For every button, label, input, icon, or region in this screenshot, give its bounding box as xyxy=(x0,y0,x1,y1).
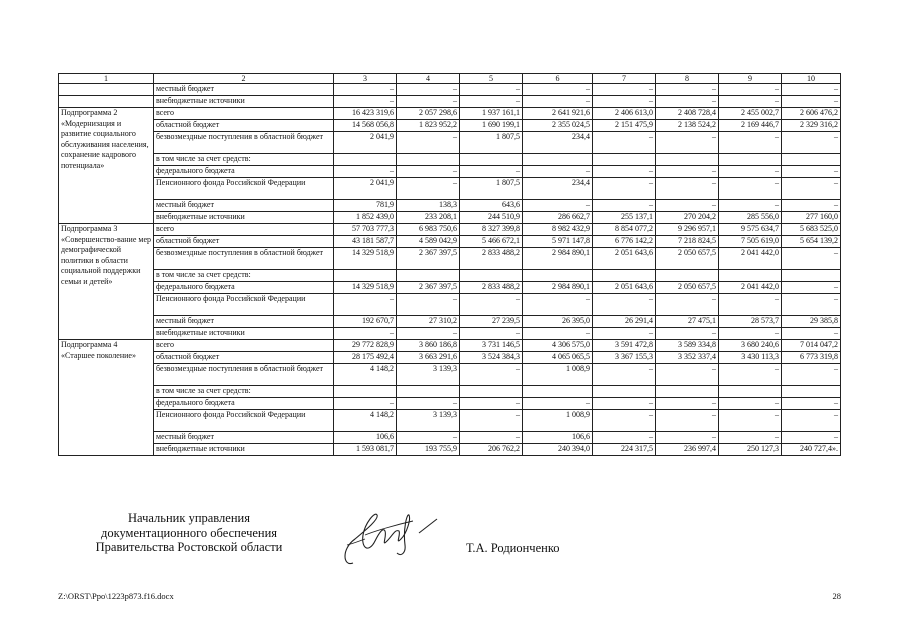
funding-source-cell: безвозмездные поступления в областной бюджет xyxy=(154,248,334,270)
amount-cell: 3 524 384,3 xyxy=(460,352,523,364)
amount-cell: 1 823 952,2 xyxy=(397,120,460,132)
amount-cell: – xyxy=(593,166,656,178)
amount-cell: 5 654 139,2 xyxy=(782,236,841,248)
amount-cell: 2 984 890,1 xyxy=(523,248,593,270)
amount-cell: 206 762,2 xyxy=(460,444,523,456)
amount-cell xyxy=(719,386,782,398)
table-row xyxy=(59,282,841,294)
amount-cell: 2 041,9 xyxy=(334,178,397,200)
amount-cell: 2 050 657,5 xyxy=(656,282,719,294)
amount-cell xyxy=(334,154,397,166)
amount-cell: – xyxy=(782,328,841,340)
amount-cell: 1 807,5 xyxy=(460,178,523,200)
amount-cell xyxy=(719,270,782,282)
amount-cell: – xyxy=(460,294,523,316)
amount-cell: 2 455 002,7 xyxy=(719,108,782,120)
amount-cell: 1 852 439,0 xyxy=(334,212,397,224)
amount-cell xyxy=(656,154,719,166)
amount-cell: 250 127,3 xyxy=(719,444,782,456)
table-row xyxy=(59,212,841,224)
amount-cell: – xyxy=(397,132,460,154)
header-cell: 9 xyxy=(719,74,782,84)
amount-cell: 8 327 399,8 xyxy=(460,224,523,236)
amount-cell: – xyxy=(719,398,782,410)
funding-source-cell: местный бюджет xyxy=(154,316,334,328)
amount-cell: 1 690 199,1 xyxy=(460,120,523,132)
amount-cell: – xyxy=(656,364,719,386)
funding-source-cell: местный бюджет xyxy=(154,432,334,444)
funding-source-cell: федерального бюджета xyxy=(154,282,334,294)
amount-cell: – xyxy=(334,84,397,96)
amount-cell: – xyxy=(656,84,719,96)
table-row xyxy=(59,270,841,282)
table-row xyxy=(59,200,841,212)
amount-cell xyxy=(593,154,656,166)
amount-cell: – xyxy=(656,410,719,432)
signatory-title-line: документационного обеспечения xyxy=(100,525,278,540)
amount-cell: 2 606 476,2 xyxy=(782,108,841,120)
amount-cell: – xyxy=(782,84,841,96)
amount-cell: 3 589 334,8 xyxy=(656,340,719,352)
amount-cell: – xyxy=(656,294,719,316)
amount-cell: – xyxy=(782,398,841,410)
amount-cell: 3 352 337,4 xyxy=(656,352,719,364)
table-row xyxy=(59,316,841,328)
amount-cell: 255 137,1 xyxy=(593,212,656,224)
amount-cell: 3 680 240,6 xyxy=(719,340,782,352)
amount-cell: – xyxy=(719,410,782,432)
amount-cell: 2 057 298,6 xyxy=(397,108,460,120)
amount-cell: 3 860 186,8 xyxy=(397,340,460,352)
amount-cell: – xyxy=(593,178,656,200)
amount-cell: – xyxy=(397,166,460,178)
amount-cell: – xyxy=(782,410,841,432)
header-cell: 7 xyxy=(593,74,656,84)
funding-source-cell: Пенсионного фонда Российской Федерации xyxy=(154,178,334,200)
amount-cell: – xyxy=(656,132,719,154)
funding-source-cell: всего xyxy=(154,224,334,236)
amount-cell: – xyxy=(782,200,841,212)
amount-cell: – xyxy=(593,132,656,154)
funding-source-cell: всего xyxy=(154,108,334,120)
header-cell: 4 xyxy=(397,74,460,84)
table-row xyxy=(59,328,841,340)
subprogram-title-cell: Подпрограмма 3 «Совершенство-вание мер демографической политики в области социальной поддержки семьи и детей» xyxy=(59,224,154,340)
amount-cell: 5 971 147,8 xyxy=(523,236,593,248)
amount-cell: 106,6 xyxy=(523,432,593,444)
amount-cell: 2 833 488,2 xyxy=(460,282,523,294)
amount-cell: – xyxy=(460,410,523,432)
amount-cell: – xyxy=(656,200,719,212)
amount-cell: 5 683 525,0 xyxy=(782,224,841,236)
amount-cell: – xyxy=(460,364,523,386)
handwritten-signature xyxy=(335,505,445,575)
amount-cell: 244 510,9 xyxy=(460,212,523,224)
amount-cell: 2 151 475,9 xyxy=(593,120,656,132)
table-row xyxy=(59,410,841,432)
amount-cell: – xyxy=(719,84,782,96)
amount-cell xyxy=(397,154,460,166)
signatory-title-line: Начальник управления xyxy=(128,511,250,525)
amount-cell xyxy=(593,386,656,398)
amount-cell: 2 169 446,7 xyxy=(719,120,782,132)
amount-cell: – xyxy=(397,432,460,444)
amount-cell xyxy=(782,270,841,282)
amount-cell: 3 139,3 xyxy=(397,364,460,386)
amount-cell: 224 317,5 xyxy=(593,444,656,456)
funding-source-cell: Пенсионного фонда Российской Федерации xyxy=(154,410,334,432)
amount-cell: – xyxy=(656,96,719,108)
amount-cell xyxy=(782,386,841,398)
amount-cell: 43 181 587,7 xyxy=(334,236,397,248)
amount-cell xyxy=(523,154,593,166)
amount-cell: 2 984 890,1 xyxy=(523,282,593,294)
funding-source-cell: областной бюджет xyxy=(154,120,334,132)
amount-cell: – xyxy=(397,398,460,410)
amount-cell xyxy=(656,270,719,282)
amount-cell: 1 008,9 xyxy=(523,364,593,386)
table-row xyxy=(59,120,841,132)
amount-cell: – xyxy=(782,132,841,154)
amount-cell: 28 573,7 xyxy=(719,316,782,328)
amount-cell: 2 329 316,2 xyxy=(782,120,841,132)
amount-cell: – xyxy=(460,432,523,444)
amount-cell: – xyxy=(460,84,523,96)
amount-cell: 2 041 442,0 xyxy=(719,282,782,294)
amount-cell: – xyxy=(593,96,656,108)
table-row xyxy=(59,178,841,200)
amount-cell: 2 050 657,5 xyxy=(656,248,719,270)
amount-cell: 6 773 319,8 xyxy=(782,352,841,364)
funding-source-cell: в том числе за счет средств: xyxy=(154,154,334,166)
amount-cell: – xyxy=(523,294,593,316)
amount-cell: – xyxy=(656,166,719,178)
amount-cell: – xyxy=(460,166,523,178)
header-cell: 2 xyxy=(154,74,334,84)
amount-cell: 16 423 319,6 xyxy=(334,108,397,120)
subprogram-title-cell: Подпрограмма 2 «Модернизация и развитие социального обслуживания населения, сохранение кадрового потенциала» xyxy=(59,108,154,224)
amount-cell: 3 731 146,5 xyxy=(460,340,523,352)
table-row xyxy=(59,364,841,386)
header-cell: 1 xyxy=(59,74,154,84)
amount-cell xyxy=(523,386,593,398)
amount-cell: – xyxy=(782,178,841,200)
amount-cell: – xyxy=(719,294,782,316)
amount-cell: 27 310,2 xyxy=(397,316,460,328)
amount-cell: 2 041,9 xyxy=(334,132,397,154)
amount-cell: 3 663 291,6 xyxy=(397,352,460,364)
amount-cell: – xyxy=(523,84,593,96)
program-cell xyxy=(59,96,154,108)
table-row xyxy=(59,132,841,154)
table-row xyxy=(59,398,841,410)
amount-cell: – xyxy=(334,166,397,178)
funding-source-cell: местный бюджет xyxy=(154,84,334,96)
amount-cell: – xyxy=(593,432,656,444)
amount-cell: – xyxy=(782,294,841,316)
amount-cell: 57 703 777,3 xyxy=(334,224,397,236)
amount-cell: 106,6 xyxy=(334,432,397,444)
amount-cell xyxy=(719,154,782,166)
amount-cell: – xyxy=(719,166,782,178)
table-row xyxy=(59,294,841,316)
amount-cell: 14 329 518,9 xyxy=(334,248,397,270)
amount-cell: 240 727,4». xyxy=(782,444,841,456)
amount-cell: 29 385,8 xyxy=(782,316,841,328)
funding-source-cell: местный бюджет xyxy=(154,200,334,212)
page-number: 28 xyxy=(832,591,841,601)
amount-cell: – xyxy=(782,96,841,108)
funding-source-cell: внебюджетные источники xyxy=(154,444,334,456)
amount-cell xyxy=(334,386,397,398)
amount-cell: – xyxy=(656,432,719,444)
table-row xyxy=(59,236,841,248)
amount-cell: 27 475,1 xyxy=(656,316,719,328)
amount-cell: 4 589 042,9 xyxy=(397,236,460,248)
amount-cell: 286 662,7 xyxy=(523,212,593,224)
program-cell xyxy=(59,84,154,96)
amount-cell: 2 051 643,6 xyxy=(593,282,656,294)
amount-cell: 643,6 xyxy=(460,200,523,212)
amount-cell: – xyxy=(397,84,460,96)
amount-cell: 233 208,1 xyxy=(397,212,460,224)
amount-cell: 8 982 432,9 xyxy=(523,224,593,236)
amount-cell: – xyxy=(656,178,719,200)
amount-cell: 5 466 672,1 xyxy=(460,236,523,248)
amount-cell: – xyxy=(656,398,719,410)
amount-cell: 2 041 442,0 xyxy=(719,248,782,270)
funding-source-cell: федерального бюджета xyxy=(154,398,334,410)
amount-cell: 14 568 056,8 xyxy=(334,120,397,132)
amount-cell: – xyxy=(397,328,460,340)
amount-cell: – xyxy=(460,328,523,340)
amount-cell xyxy=(593,270,656,282)
header-cell: 6 xyxy=(523,74,593,84)
table-row xyxy=(59,248,841,270)
amount-cell: 6 983 750,6 xyxy=(397,224,460,236)
table-row xyxy=(59,444,841,456)
funding-source-cell: безвозмездные поступления в областной бюджет xyxy=(154,364,334,386)
amount-cell: 4 065 065,5 xyxy=(523,352,593,364)
amount-cell: – xyxy=(334,294,397,316)
amount-cell: – xyxy=(523,166,593,178)
amount-cell: 6 776 142,2 xyxy=(593,236,656,248)
table-row xyxy=(59,432,841,444)
amount-cell: 4 148,2 xyxy=(334,410,397,432)
amount-cell: – xyxy=(523,96,593,108)
funding-source-cell: в том числе за счет средств: xyxy=(154,386,334,398)
funding-source-cell: федерального бюджета xyxy=(154,166,334,178)
header-cell: 8 xyxy=(656,74,719,84)
funding-source-cell: безвозмездные поступления в областной бюджет xyxy=(154,132,334,154)
amount-cell: 1 807,5 xyxy=(460,132,523,154)
amount-cell: – xyxy=(593,410,656,432)
funding-source-cell: в том числе за счет средств: xyxy=(154,270,334,282)
amount-cell: – xyxy=(334,96,397,108)
amount-cell: 7 505 619,0 xyxy=(719,236,782,248)
signatory-title xyxy=(58,511,320,555)
amount-cell xyxy=(397,270,460,282)
amount-cell xyxy=(460,386,523,398)
amount-cell: – xyxy=(719,96,782,108)
amount-cell: – xyxy=(460,398,523,410)
amount-cell: 1 008,9 xyxy=(523,410,593,432)
header-cell: 5 xyxy=(460,74,523,84)
amount-cell: – xyxy=(397,96,460,108)
amount-cell: 781,9 xyxy=(334,200,397,212)
table-row xyxy=(59,108,841,120)
header-cell: 10 xyxy=(782,74,841,84)
amount-cell: – xyxy=(334,328,397,340)
amount-cell: – xyxy=(460,96,523,108)
table-row xyxy=(59,154,841,166)
amount-cell: 3 367 155,3 xyxy=(593,352,656,364)
amount-cell xyxy=(523,270,593,282)
amount-cell xyxy=(656,386,719,398)
amount-cell: 2 367 397,5 xyxy=(397,282,460,294)
table-row xyxy=(59,84,841,96)
amount-cell xyxy=(460,270,523,282)
amount-cell: – xyxy=(593,398,656,410)
amount-cell: 192 670,7 xyxy=(334,316,397,328)
amount-cell: – xyxy=(523,200,593,212)
file-path: Z:\ORST\Ppo\1223p873.f16.docx xyxy=(58,591,174,601)
table-row xyxy=(59,96,841,108)
signatory-name: Т.А. Родионченко xyxy=(466,541,560,555)
amount-cell: 234,4 xyxy=(523,178,593,200)
amount-cell: 193 755,9 xyxy=(397,444,460,456)
amount-cell: – xyxy=(719,364,782,386)
amount-cell: 26 395,0 xyxy=(523,316,593,328)
table-row xyxy=(59,166,841,178)
amount-cell: 285 556,0 xyxy=(719,212,782,224)
amount-cell: 9 296 957,1 xyxy=(656,224,719,236)
amount-cell: – xyxy=(782,432,841,444)
amount-cell: – xyxy=(719,132,782,154)
subprogram-title-cell: Подпрограмма 4 «Старшее поколение» xyxy=(59,340,154,456)
amount-cell: – xyxy=(782,364,841,386)
amount-cell: – xyxy=(656,328,719,340)
amount-cell: 236 997,4 xyxy=(656,444,719,456)
amount-cell: 7 218 824,5 xyxy=(656,236,719,248)
amount-cell: – xyxy=(719,178,782,200)
header-cell: 3 xyxy=(334,74,397,84)
amount-cell: – xyxy=(593,328,656,340)
amount-cell: – xyxy=(397,178,460,200)
amount-cell: 26 291,4 xyxy=(593,316,656,328)
amount-cell: 9 575 634,7 xyxy=(719,224,782,236)
funding-source-cell: внебюджетные источники xyxy=(154,212,334,224)
amount-cell: 27 239,5 xyxy=(460,316,523,328)
amount-cell: 138,3 xyxy=(397,200,460,212)
amount-cell: – xyxy=(334,398,397,410)
amount-cell: – xyxy=(719,200,782,212)
table-body xyxy=(59,74,841,456)
funding-source-cell: внебюджетные источники xyxy=(154,96,334,108)
table-row xyxy=(59,386,841,398)
amount-cell: – xyxy=(782,248,841,270)
amount-cell: 3 591 472,8 xyxy=(593,340,656,352)
amount-cell: – xyxy=(593,200,656,212)
amount-cell: 1 593 081,7 xyxy=(334,444,397,456)
amount-cell: – xyxy=(593,84,656,96)
amount-cell: 14 329 518,9 xyxy=(334,282,397,294)
amount-cell: 234,4 xyxy=(523,132,593,154)
signatory-title-line: Правительства Ростовской области xyxy=(95,540,283,554)
funding-source-cell: областной бюджет xyxy=(154,236,334,248)
amount-cell: 4 306 575,0 xyxy=(523,340,593,352)
funding-source-cell: областной бюджет xyxy=(154,352,334,364)
amount-cell xyxy=(782,154,841,166)
amount-cell: – xyxy=(782,282,841,294)
amount-cell: – xyxy=(719,328,782,340)
amount-cell: 2 138 524,2 xyxy=(656,120,719,132)
amount-cell xyxy=(460,154,523,166)
amount-cell: 1 937 161,1 xyxy=(460,108,523,120)
table-row xyxy=(59,340,841,352)
amount-cell: 29 772 828,9 xyxy=(334,340,397,352)
amount-cell: 3 139,3 xyxy=(397,410,460,432)
amount-cell: 2 833 488,2 xyxy=(460,248,523,270)
amount-cell: 270 204,2 xyxy=(656,212,719,224)
amount-cell: 2 367 397,5 xyxy=(397,248,460,270)
funding-source-cell: внебюджетные источники xyxy=(154,328,334,340)
amount-cell: 2 355 024,5 xyxy=(523,120,593,132)
table-row xyxy=(59,352,841,364)
amount-cell: 2 051 643,6 xyxy=(593,248,656,270)
amount-cell: – xyxy=(593,294,656,316)
amount-cell: 4 148,2 xyxy=(334,364,397,386)
amount-cell xyxy=(334,270,397,282)
amount-cell: – xyxy=(593,364,656,386)
funding-source-cell: Пенсионного фонда Российской Федерации xyxy=(154,294,334,316)
amount-cell: – xyxy=(719,432,782,444)
funding-source-cell: всего xyxy=(154,340,334,352)
amount-cell xyxy=(397,386,460,398)
amount-cell: 240 394,0 xyxy=(523,444,593,456)
table-row xyxy=(59,224,841,236)
amount-cell: – xyxy=(782,166,841,178)
amount-cell: – xyxy=(397,294,460,316)
amount-cell: 28 175 492,4 xyxy=(334,352,397,364)
amount-cell: 3 430 113,3 xyxy=(719,352,782,364)
table-header-row xyxy=(59,74,841,84)
amount-cell: 277 160,0 xyxy=(782,212,841,224)
amount-cell: 2 406 613,0 xyxy=(593,108,656,120)
amount-cell: 8 854 077,2 xyxy=(593,224,656,236)
amount-cell: 2 641 921,6 xyxy=(523,108,593,120)
amount-cell: 2 408 728,4 xyxy=(656,108,719,120)
amount-cell: 7 014 047,2 xyxy=(782,340,841,352)
amount-cell: – xyxy=(523,398,593,410)
budget-table xyxy=(58,73,841,456)
amount-cell: – xyxy=(523,328,593,340)
